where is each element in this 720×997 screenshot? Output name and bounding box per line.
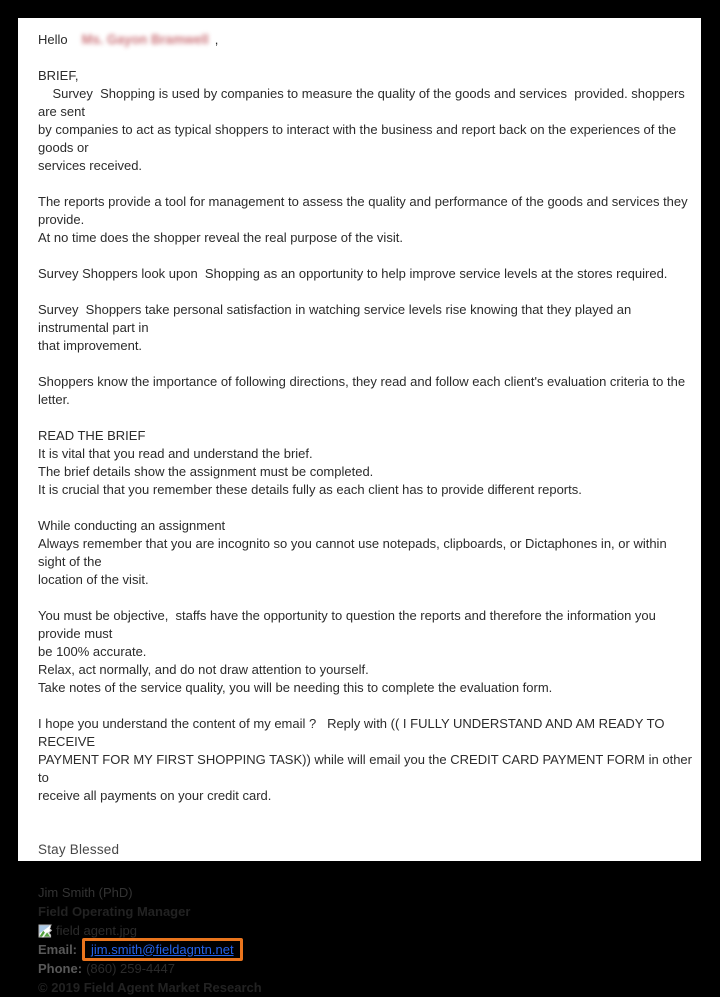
text-line: Survey Shoppers look upon Shopping as an opportunity to help improve service levels at the stores required. (38, 266, 668, 281)
email-address-link[interactable]: jim.smith@fieldagntn.net (91, 941, 234, 957)
text-line: services received. (38, 158, 143, 173)
paragraph (38, 67, 696, 175)
text-line: by companies to act as typical shoppers to interact with the business and report back on the experiences of the goods or (38, 122, 680, 155)
paragraph (38, 427, 696, 499)
paragraph (38, 607, 696, 697)
text-line: Take notes of the service quality, you will be needing this to complete the evaluation form. (38, 680, 553, 695)
phone-number: (860) 259-4447 (86, 960, 175, 976)
text-line: You must be objective, staffs have the opportunity to question the reports and therefore the information you provide must (38, 608, 660, 641)
paragraph (38, 373, 696, 409)
signature-job-title: Field Operating Manager (38, 903, 191, 919)
signature-block (38, 841, 696, 997)
paragraph (38, 193, 696, 247)
signature-closing: Stay Blessed (38, 842, 120, 857)
copyright-line: © 2019 Field Agent Market Research (38, 979, 262, 995)
highlight-box (82, 938, 243, 961)
text-line: Always remember that you are incognito so you cannot use notepads, clipboards, or Dictaphones in, or within sight of the (38, 536, 671, 569)
email-row (38, 940, 696, 959)
text-line: While conducting an assignment (38, 518, 226, 533)
text-line: BRIEF, (38, 68, 79, 83)
text-line: be 100% accurate. (38, 644, 147, 659)
text-line: I hope you understand the content of my email ? Reply with (( I FULLY UNDERSTAND AND AM READY TO RECEIVE (38, 716, 669, 749)
email-document (18, 18, 701, 995)
signature-name: Jim Smith (PhD) (38, 884, 133, 900)
text-line: It is crucial that you remember these details fully as each client has to provide different reports. (38, 482, 582, 497)
text-line: The reports provide a tool for management to assess the quality and performance of the goods and services they provide. (38, 194, 692, 227)
text-line: Survey Shopping is used by companies to measure the quality of the goods and services provided. shoppers are sent (38, 86, 689, 119)
redacted-recipient-name: Ms. Gayon Bramwell (81, 31, 209, 48)
attachment-filename: field agent.jpg (56, 922, 137, 938)
phone-label: Phone: (38, 960, 83, 976)
email-label: Email: (38, 941, 78, 957)
text-line: It is vital that you read and understand the brief. (38, 446, 313, 461)
broken-image-icon (38, 924, 53, 938)
text-line: PAYMENT FOR MY FIRST SHOPPING TASK)) while will email you the CREDIT CARD PAYMENT FORM in other to (38, 752, 696, 785)
greeting-prefix: Hello (38, 32, 68, 47)
paragraph (38, 265, 696, 283)
paragraph (38, 715, 696, 805)
text-line: Survey Shoppers take personal satisfaction in watching service levels rise knowing that they played an instrumental part in (38, 302, 635, 335)
paragraph (38, 301, 696, 355)
greeting-suffix: , (214, 32, 219, 47)
text-line: receive all payments on your credit card. (38, 788, 272, 803)
paragraph (38, 517, 696, 589)
text-line: At no time does the shopper reveal the real purpose of the visit. (38, 230, 403, 245)
text-line: Shoppers know the importance of following directions, they read and follow each client's evaluation criteria to the letter. (38, 374, 689, 407)
text-line: Relax, act normally, and do not draw attention to yourself. (38, 662, 369, 677)
text-line: that improvement. (38, 338, 143, 353)
phone-row (38, 959, 696, 978)
email-body (38, 67, 696, 805)
text-line: location of the visit. (38, 572, 149, 587)
text-line: READ THE BRIEF (38, 428, 146, 443)
text-line: The brief details show the assignment must be completed. (38, 464, 374, 479)
greeting-line (38, 31, 696, 49)
